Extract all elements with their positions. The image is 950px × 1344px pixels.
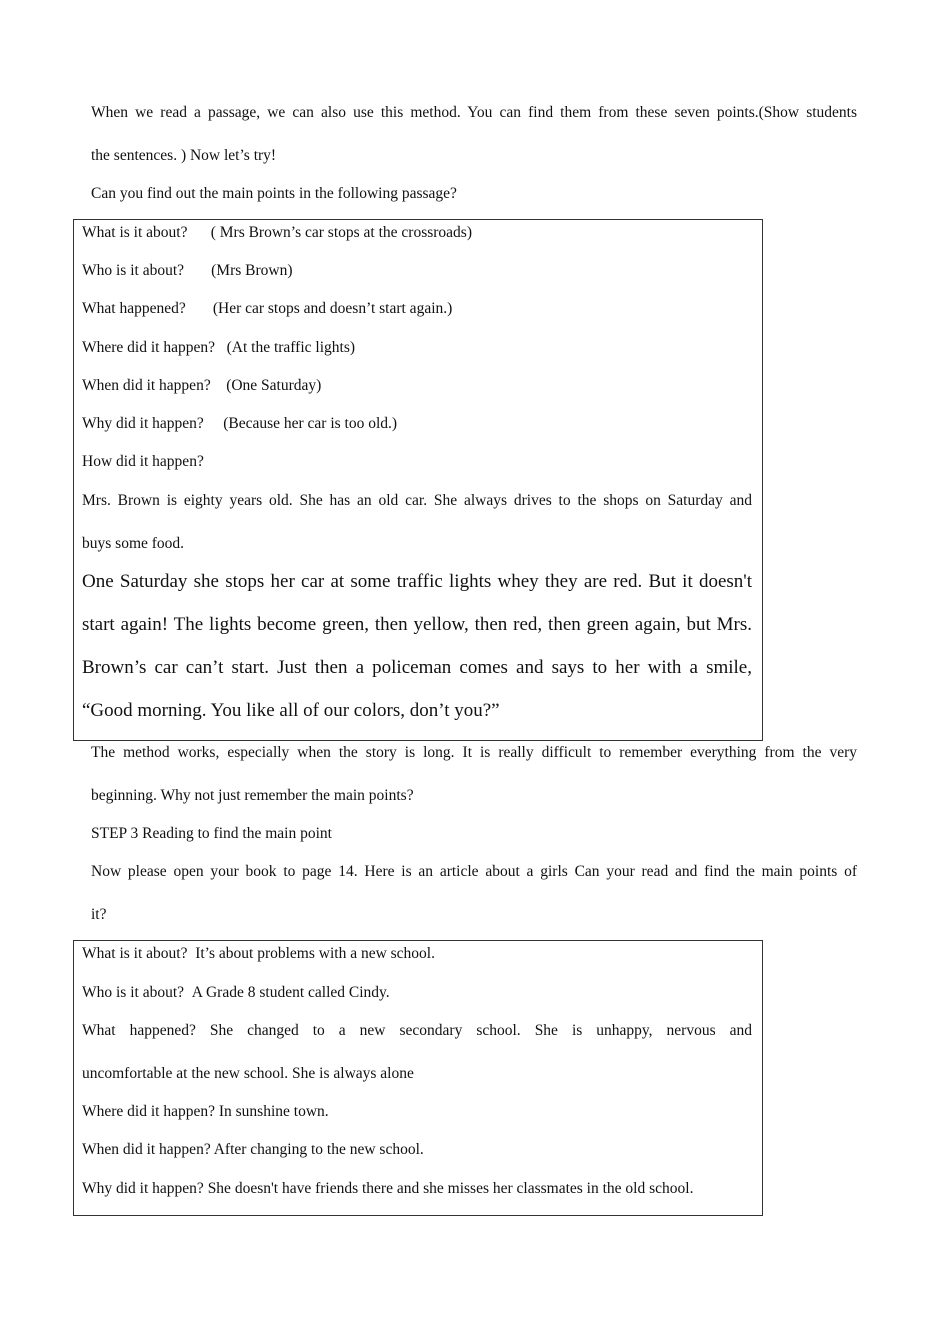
answer-why: Why did it happen? She doesn't have friends there and she misses her classmates in the old school. (82, 1180, 694, 1197)
intro-paragraph-line-2: the sentences. ) Now let’s try! (91, 147, 277, 164)
answer-about: What is it about? It’s about problems with a new school. (82, 945, 435, 962)
story-paragraph-1-line-2: buys some food. (82, 535, 185, 552)
question-what: What happened? (Her car stops and doesn’t start again.) (82, 300, 453, 317)
answer-who: Who is it about? A Grade 8 student called Cindy. (82, 984, 390, 1001)
answer-when: When did it happen? After changing to the new school. (82, 1141, 424, 1158)
question-who: Who is it about? (Mrs Brown) (82, 262, 293, 279)
intro-question: Can you find out the main points in the following passage? (91, 185, 457, 202)
answer-what-line-1: What happened? She changed to a new secondary school. She is unhappy, nervous and (82, 1022, 752, 1039)
intro-paragraph-line-1: When we read a passage, we can also use this method. You can find them from these seven points.(Show students (91, 104, 857, 121)
story-paragraph-2-line-3: Brown’s car can’t start. Just then a policeman comes and says to her with a smile, (82, 657, 752, 678)
question-about: What is it about? ( Mrs Brown’s car stops at the crossroads) (82, 224, 473, 241)
question-where: Where did it happen? (At the traffic lights) (82, 339, 356, 356)
answer-what-line-2: uncomfortable at the new school. She is always alone (82, 1065, 414, 1082)
instruction-paragraph-line-1: Now please open your book to page 14. Here is an article about a girls Can your read and find the main points of (91, 863, 857, 880)
method-paragraph-line-2: beginning. Why not just remember the main points? (91, 787, 414, 804)
story-paragraph-2-line-4: “Good morning. You like all of our colors, don’t you?” (82, 700, 500, 721)
question-why: Why did it happen? (Because her car is too old.) (82, 415, 398, 432)
story-paragraph-1-line-1: Mrs. Brown is eighty years old. She has an old car. She always drives to the shops on Saturday and (82, 492, 752, 509)
instruction-paragraph-line-2: it? (91, 906, 107, 923)
answer-where: Where did it happen? In sunshine town. (82, 1103, 329, 1120)
story-paragraph-2-line-1: One Saturday she stops her car at some traffic lights whey they are red. But it doesn't (82, 571, 752, 592)
question-how: How did it happen? (82, 453, 204, 470)
question-when: When did it happen? (One Saturday) (82, 377, 322, 394)
method-paragraph-line-1: The method works, especially when the story is long. It is really difficult to remember everything from the very (91, 744, 857, 761)
step-3-heading: STEP 3 Reading to find the main point (91, 825, 332, 842)
story-paragraph-2-line-2: start again! The lights become green, then yellow, then red, then green again, but Mrs. (82, 614, 752, 635)
